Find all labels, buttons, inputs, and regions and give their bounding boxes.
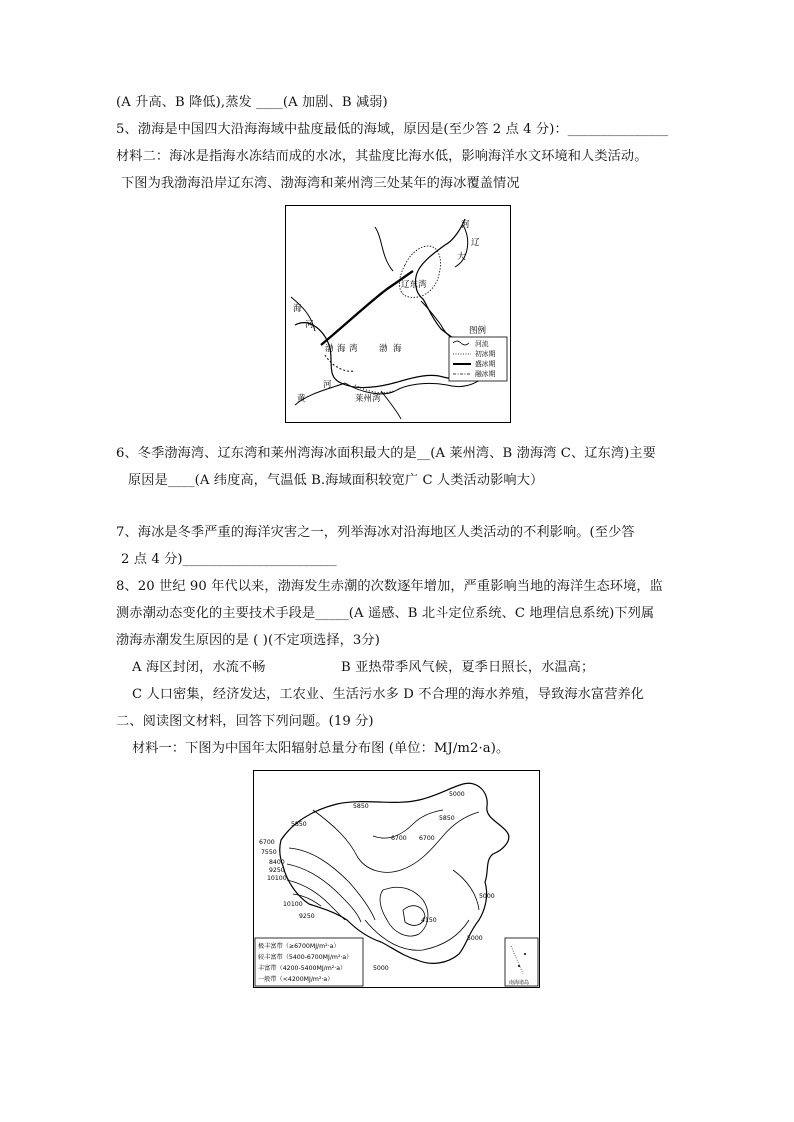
map1-label-bohai-hai: 海 bbox=[393, 344, 402, 354]
isoline-label-4150: 4150 bbox=[421, 917, 437, 924]
material2-line: 材料二：海冰是指海水冻结而成的水冰，其盐度比海水低，影响海洋水文环境和人类活动。 bbox=[116, 149, 648, 164]
map1-label-laizhouwan: 莱州湾 bbox=[355, 394, 381, 404]
material1-line: 材料一：下图为中国年太阳辐射总量分布图 (单位：MJ/m2·a)。 bbox=[132, 741, 510, 756]
map2-legend-very-rich: 极丰富带（≥6700MJ/m²·a） bbox=[258, 943, 340, 950]
isoline-label-7550: 7550 bbox=[261, 849, 277, 856]
map1-label-he2: 河 bbox=[305, 320, 314, 330]
isoline-label-5000-d: 5000 bbox=[373, 965, 389, 972]
q8-cause-line: 渤海赤潮发生原因的是 ( )(不定项选择，3分) bbox=[116, 633, 380, 648]
map2-legend-rather-rich: 较丰富带（5400-6700MJ/m²·a） bbox=[258, 954, 353, 961]
map1-label-hai: 海 bbox=[293, 304, 302, 314]
material2-caption-line: 下图为我渤海沿岸辽东湾、渤海湾和莱州湾三处某年的海冰覆盖情况 bbox=[121, 176, 520, 191]
isoline-label-5850-b: 5850 bbox=[291, 821, 307, 828]
map1-label-he: 河 bbox=[461, 220, 470, 230]
map1-label-bohaiwan-hai: 海 bbox=[337, 344, 346, 354]
isoline-label-5850-c: 5850 bbox=[353, 803, 369, 810]
map1-legend-melting-ice: 融冰期 bbox=[475, 370, 496, 378]
isoline-label-6700-c: 6700 bbox=[259, 839, 275, 846]
isoline-label-9250-b: 9250 bbox=[299, 913, 315, 920]
map1-label-bohaiwan-bo: 渤 bbox=[325, 344, 334, 354]
isoline-label-9250-a: 9250 bbox=[269, 867, 285, 874]
q7-line: 7、海冰是冬季严重的海洋灾害之一，列举海冰对沿海地区人类活动的不利影响。(至少答 bbox=[116, 525, 635, 540]
map1-label-bohai-bo: 渤 bbox=[379, 344, 388, 354]
map2-legend-general: 一般带（<4200MJ/m²·a） bbox=[258, 976, 334, 983]
q6-line: 6、冬季渤海湾、辽东湾和莱州湾海冰面积最大的是__(A 莱州湾、B 渤海湾 C、辽东湾)主要 bbox=[116, 446, 656, 461]
isoline-label-5000-b: 5000 bbox=[479, 893, 495, 900]
section-two-heading: 二、阅读图文材料，回答下列问题。(19 分) bbox=[116, 714, 374, 729]
map1-legend-peak-ice: 盛冰期 bbox=[475, 360, 496, 368]
isoline-label-5000-a: 5000 bbox=[449, 791, 465, 798]
map2-legend-rich: 丰富带（4200-5400MJ/m²·a） bbox=[258, 965, 347, 972]
isoline-label-8400: 8400 bbox=[269, 859, 285, 866]
q5-line: 5、渤海是中国四大沿海海域中盐度最低的海域，原因是(至少答 2 点 4 分)：_______________ bbox=[116, 122, 669, 137]
q4-tail-line: (A 升高、B 降低),蒸发 ____(A 加剧、B 减弱) bbox=[116, 95, 388, 110]
map1-label-huang: 黄 bbox=[297, 394, 306, 404]
isoline-label-5850-a: 5850 bbox=[439, 815, 455, 822]
map1-legend-initial-ice: 初冰期 bbox=[475, 350, 496, 358]
isoline-label-10100-b: 10100 bbox=[283, 901, 303, 908]
q8-option-a: A 海区封闭，水流不畅 bbox=[132, 660, 266, 675]
map1-label-liaodongwan: 辽东湾 bbox=[401, 280, 427, 290]
map1-label-da: 大 bbox=[457, 252, 466, 262]
isoline-label-10100-a: 10100 bbox=[267, 875, 287, 882]
map1-label-he3: 河 bbox=[323, 380, 332, 390]
isoline-label-6700-b: 6700 bbox=[419, 835, 435, 842]
map1-legend-river: 河流 bbox=[475, 340, 489, 348]
q7-tail-line: 2 点 4 分)_______________________ bbox=[121, 552, 337, 567]
isoline-label-5000-c: 5000 bbox=[467, 935, 483, 942]
q8-option-b: B 亚热带季风气候，夏季日照长，水温高； bbox=[341, 660, 595, 675]
q8-technique-line: 测赤潮动态变化的主要技术手段是_____(A 遥感、B 北斗定位系统、C 地理信息系统)下列属 bbox=[116, 606, 655, 621]
china-solar-radiation-map bbox=[253, 770, 540, 988]
bohai-sea-ice-map bbox=[285, 205, 511, 423]
q6-reason-line: 原因是____(A 纬度高，气温低 B.海域面积较宽广 C 人类活动影响大） bbox=[128, 473, 544, 488]
q8-option-c-d: C 人口密集，经济发达，工农业、生活污水多 D 不合理的海水养殖，导致海水富营养化 bbox=[132, 687, 645, 702]
isoline-label-6700-a: 6700 bbox=[391, 835, 407, 842]
map2-inset-label: 南海诸岛 bbox=[509, 980, 530, 986]
map1-legend-title: 图例 bbox=[469, 326, 487, 336]
map1-label-liao: 辽 bbox=[471, 238, 480, 248]
q8-line: 8、20 世纪 90 年代以来，渤海发生赤潮的次数逐年增加，严重影响当地的海洋生态环境，监 bbox=[116, 579, 663, 594]
map1-label-bohaiwan-wan: 湾 bbox=[349, 344, 358, 354]
